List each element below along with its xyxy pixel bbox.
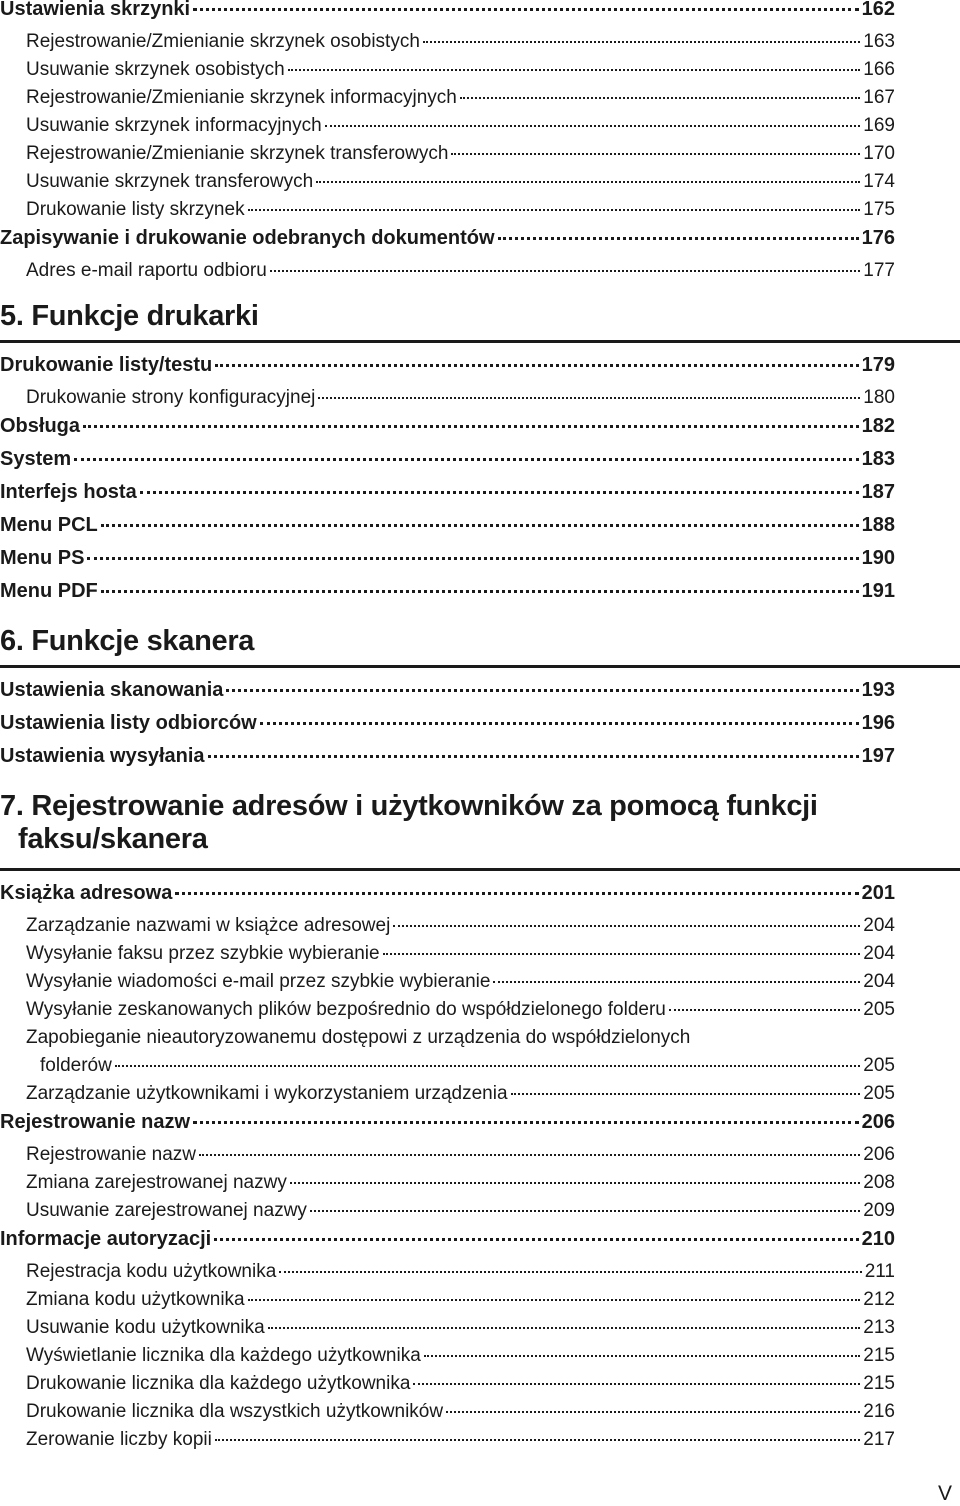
chapter-title: 6. Funkcje skanera (0, 625, 255, 657)
dot-leader (175, 892, 858, 895)
dot-leader (413, 1383, 860, 1385)
toc-page-number: 190 (861, 547, 895, 569)
toc-section-entry[interactable] (0, 679, 895, 707)
toc-page-number: 204 (863, 971, 895, 992)
toc-entry-title: Ustawienia skanowania (0, 679, 224, 701)
toc-subsection-entry[interactable] (0, 1083, 895, 1111)
toc-page-number: 193 (861, 679, 895, 701)
dot-leader (393, 925, 860, 927)
dot-leader (383, 953, 861, 955)
toc-entry-title: Rejestracja kodu użytkownika (26, 1261, 277, 1282)
toc-subsection-entry[interactable] (0, 1317, 895, 1345)
toc-entry-title: Wysyłanie wiadomości e-mail przez szybkie wybieranie (26, 971, 491, 992)
toc-entry-title: Usuwanie zarejestrowanej nazwy (26, 1200, 307, 1221)
toc-entry-title: Wyświetlanie licznika dla każdego użytkownika (26, 1345, 421, 1366)
toc-subsection-entry[interactable] (0, 115, 895, 143)
toc-entry-title: Adres e-mail raportu odbioru (26, 260, 267, 281)
toc-section-entry[interactable] (0, 227, 895, 255)
toc-page-number: 208 (863, 1172, 895, 1193)
toc-page-number: 204 (863, 915, 895, 936)
toc-page-number: 179 (861, 354, 895, 376)
toc-subsection-entry[interactable] (0, 1055, 895, 1083)
dot-leader (423, 41, 860, 43)
toc-entry-title: Rejestrowanie/Zmienianie skrzynek osobistych (26, 31, 420, 52)
toc-section-entry[interactable] (0, 547, 895, 575)
toc-subsection-entry[interactable] (0, 87, 895, 115)
dot-leader (83, 425, 859, 428)
toc-page-number: 166 (863, 59, 895, 80)
toc-entry-title: Rejestrowanie nazw (0, 1111, 191, 1133)
toc-page-number: 210 (861, 1228, 895, 1250)
dot-leader (451, 153, 860, 155)
toc-section-entry[interactable] (0, 354, 895, 382)
toc-entry-title: Menu PDF (0, 580, 98, 602)
toc-subsection-entry[interactable] (0, 1172, 895, 1200)
chapter-title: 7. Rejestrowanie adresów i użytkowników za pomocą funkcji (0, 790, 818, 822)
toc-page-number: 212 (863, 1289, 895, 1310)
toc-entry-title: Książka adresowa (0, 882, 173, 904)
toc-entry-title: Usuwanie skrzynek transferowych (26, 171, 314, 192)
toc-subsection-entry[interactable] (0, 31, 895, 59)
dot-leader (101, 590, 859, 593)
toc-entry-title: Rejestrowanie/Zmienianie skrzynek informacyjnych (26, 87, 457, 108)
toc-entry-title: Zerowanie liczby kopii (26, 1429, 212, 1450)
toc-entry-title: System (0, 448, 72, 470)
chapter-rule (0, 340, 960, 343)
toc-subsection-entry[interactable] (0, 1345, 895, 1373)
dot-leader (288, 69, 861, 71)
dot-leader (268, 1327, 861, 1329)
toc-page-number: 177 (863, 260, 895, 281)
toc-page-number: 197 (861, 745, 895, 767)
toc-entry-title: Informacje autoryzacji (0, 1228, 212, 1250)
toc-page-number: 201 (861, 882, 895, 904)
dot-leader (290, 1182, 860, 1184)
chapter-heading (0, 790, 960, 856)
dot-leader (193, 1121, 859, 1124)
toc-subsection-entry[interactable] (0, 260, 895, 288)
dot-leader (318, 397, 860, 399)
dot-leader (511, 1093, 861, 1095)
toc-page-number: 204 (863, 943, 895, 964)
dot-leader (270, 270, 861, 272)
chapter-heading (0, 300, 960, 333)
toc-page-number: 175 (863, 199, 895, 220)
toc-section-entry[interactable] (0, 745, 895, 773)
toc-entry-title: Ustawienia skrzynki (0, 0, 191, 20)
toc-page-number: 215 (863, 1345, 895, 1366)
toc-page-number: 182 (861, 415, 895, 437)
toc-subsection-entry[interactable] (0, 915, 895, 943)
toc-entry-title: Menu PCL (0, 514, 98, 536)
chapter-title-continued: faksu/skanera (18, 823, 208, 855)
toc-section-entry[interactable] (0, 1228, 895, 1256)
dot-leader (74, 458, 858, 461)
chapter-heading (0, 625, 960, 658)
toc-page-number: 187 (861, 481, 895, 503)
toc-page-number: 205 (863, 1083, 895, 1104)
dot-leader (101, 524, 859, 527)
toc-page-number: 162 (861, 0, 895, 20)
toc-entry-title: Menu PS (0, 547, 85, 569)
dot-leader (214, 1238, 858, 1241)
dot-leader (498, 237, 859, 240)
toc-subsection-entry[interactable] (0, 1289, 895, 1317)
toc-subsection-entry[interactable] (0, 943, 895, 971)
dot-leader (140, 491, 859, 494)
dot-leader (493, 981, 860, 983)
dot-leader (199, 1154, 860, 1156)
dot-leader (325, 125, 861, 127)
toc-entry-title: Usuwanie skrzynek informacyjnych (26, 115, 322, 136)
dot-leader (310, 1210, 860, 1212)
toc-page-number: 170 (863, 143, 895, 164)
toc-entry-title: Drukowanie listy/testu (0, 354, 213, 376)
toc-entry-title: Usuwanie skrzynek osobistych (26, 59, 285, 80)
toc-page-number: 209 (863, 1200, 895, 1221)
dot-leader (215, 364, 858, 367)
toc-page-number: 188 (861, 514, 895, 536)
toc-entry-title: Zapisywanie i drukowanie odebranych dokumentów (0, 227, 495, 249)
toc-page-number: 169 (863, 115, 895, 136)
toc-subsection-entry[interactable] (0, 171, 895, 199)
toc-entry-title: Usuwanie kodu użytkownika (26, 1317, 265, 1338)
toc-subsection-entry[interactable] (0, 1373, 895, 1401)
toc-subsection-entry[interactable] (0, 1401, 895, 1429)
toc-entry-title: Zarządzanie użytkownikami i wykorzystaniem urządzenia (26, 1083, 508, 1104)
toc-entry-title: Ustawienia listy odbiorców (0, 712, 257, 734)
toc-entry-title: Zarządzanie nazwami w książce adresowej (26, 915, 391, 936)
chapter-title: 5. Funkcje drukarki (0, 300, 259, 332)
toc-page-number: 163 (863, 31, 895, 52)
toc-subsection-entry[interactable] (0, 143, 895, 171)
toc-entry-title: Zmiana zarejestrowanej nazwy (26, 1172, 287, 1193)
toc-section-entry[interactable] (0, 0, 895, 26)
toc-page-number: 183 (861, 448, 895, 470)
dot-leader (446, 1411, 860, 1413)
toc-page-number: 205 (863, 1055, 895, 1076)
toc-section-entry[interactable] (0, 882, 895, 910)
dot-leader (226, 689, 858, 692)
toc-entry-title: Drukowanie strony konfiguracyjnej (26, 387, 316, 408)
toc-section-entry[interactable] (0, 415, 895, 443)
toc-page-number: 205 (863, 999, 895, 1020)
dot-leader (248, 1299, 861, 1301)
toc-page-number: 206 (863, 1144, 895, 1165)
chapter-rule (0, 868, 960, 871)
toc-page-number: 191 (861, 580, 895, 602)
toc-section-entry[interactable] (0, 580, 895, 608)
toc-subsection-entry[interactable] (0, 387, 895, 415)
toc-entry-title: Rejestrowanie nazw (26, 1144, 197, 1165)
toc-entry-title: Interfejs hosta (0, 481, 137, 503)
dot-leader (87, 557, 858, 560)
toc-entry-title: Drukowanie licznika dla wszystkich użytkowników (26, 1401, 444, 1422)
dot-leader (669, 1009, 860, 1011)
toc-subsection-entry[interactable] (0, 199, 895, 227)
toc-entry-title: Zmiana kodu użytkownika (26, 1289, 245, 1310)
toc-page-number: 196 (861, 712, 895, 734)
dot-leader (279, 1271, 861, 1273)
dot-leader (248, 209, 861, 211)
dot-leader (260, 722, 859, 725)
toc-subsection-entry[interactable] (0, 1144, 895, 1172)
toc-entry-title: folderów (40, 1055, 112, 1076)
toc-page-number: 176 (861, 227, 895, 249)
toc-section-entry[interactable] (0, 448, 895, 476)
dot-leader (215, 1439, 860, 1441)
toc-section-entry[interactable] (0, 1111, 895, 1139)
toc-page-number: 213 (863, 1317, 895, 1338)
toc-page-number: 206 (861, 1111, 895, 1133)
toc-entry-title: Rejestrowanie/Zmienianie skrzynek transferowych (26, 143, 449, 164)
toc-subsection-entry[interactable] (0, 1261, 895, 1289)
toc-subsection-entry[interactable] (0, 1027, 895, 1055)
chapter-rule (0, 665, 960, 668)
toc-section-entry[interactable] (0, 514, 895, 542)
toc-page-number: 215 (863, 1373, 895, 1394)
toc-entry-title: Obsługa (0, 415, 81, 437)
toc-page-number: 174 (863, 171, 895, 192)
toc-page-number: 217 (863, 1429, 895, 1450)
toc-entry-title: Ustawienia wysyłania (0, 745, 205, 767)
toc-page-number: 167 (863, 87, 895, 108)
toc-page-number: 216 (863, 1401, 895, 1422)
toc-page-number: 211 (864, 1261, 895, 1282)
toc-subsection-entry[interactable] (0, 1429, 895, 1457)
toc-entry-title: Drukowanie listy skrzynek (26, 199, 245, 220)
dot-leader (115, 1065, 860, 1067)
toc-entry-title: Wysyłanie faksu przez szybkie wybieranie (26, 943, 380, 964)
dot-leader (193, 8, 859, 11)
toc-entry-title: Drukowanie licznika dla każdego użytkownika (26, 1373, 411, 1394)
dot-leader (460, 97, 860, 99)
dot-leader (424, 1355, 861, 1357)
toc-entry-title: Wysyłanie zeskanowanych plików bezpośrednio do współdzielonego folderu (26, 999, 666, 1020)
toc-entry-title: Zapobieganie nieautoryzowanemu dostępowi z urządzenia do współdzielonych (26, 1027, 691, 1048)
toc-subsection-entry[interactable] (0, 971, 895, 999)
toc-section-entry[interactable] (0, 481, 895, 509)
dot-leader (208, 755, 859, 758)
toc-subsection-entry[interactable] (0, 1200, 895, 1228)
toc-subsection-entry[interactable] (0, 59, 895, 87)
toc-page-number: 180 (863, 387, 895, 408)
toc-subsection-entry[interactable] (0, 999, 895, 1027)
dot-leader (316, 181, 860, 183)
toc-section-entry[interactable] (0, 712, 895, 740)
page-number: V (938, 1482, 953, 1505)
